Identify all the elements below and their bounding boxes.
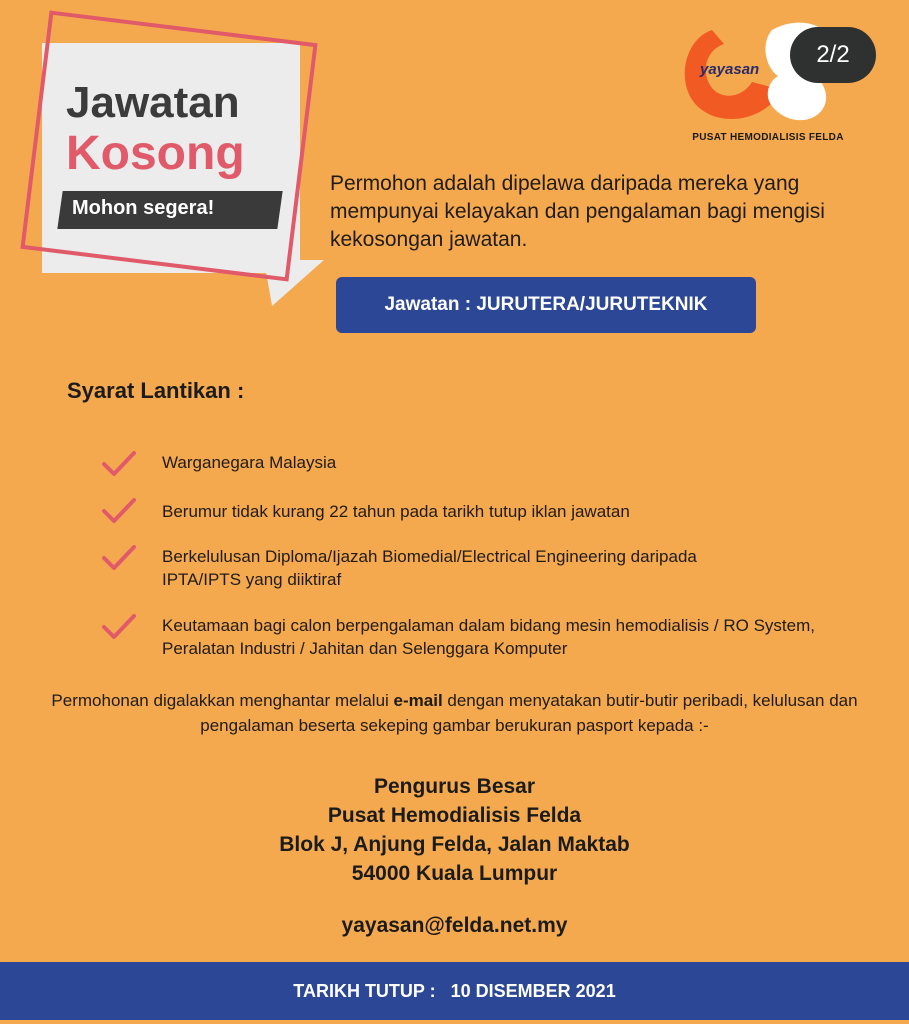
contact-email[interactable]: yayasan@felda.net.my (341, 914, 568, 937)
badge-title-jawatan: Jawatan (66, 78, 240, 127)
address-line: Blok J, Anjung Felda, Jalan Maktab (279, 833, 630, 856)
logo-caption: PUSAT HEMODIALISIS FELDA (692, 132, 844, 143)
requirement-text: Warganegara Malaysia (162, 453, 337, 472)
badge-title-kosong: Kosong (66, 127, 245, 180)
check-icon (100, 612, 138, 642)
closing-date-value: 10 DISEMBER 2021 (450, 981, 616, 1001)
vacancy-badge (20, 8, 320, 308)
application-note-after: dengan menyatakan butir-butir peribadi, kelulusan dan pengalaman beserta sekeping gambar berukuran pasport kepada :- (200, 691, 858, 735)
address-line: Pusat Hemodialisis Felda (327, 804, 582, 827)
requirement-text: Berumur tidak kurang 22 tahun pada tarikh tutup iklan jawatan (162, 502, 630, 521)
check-icon (100, 449, 138, 479)
closing-date-label: TARIKH TUTUP : (293, 981, 436, 1001)
application-note-email-emphasis: e-mail (393, 691, 443, 710)
application-note-before: Permohonan digalakkan menghantar melalui (51, 691, 394, 710)
requirement-text: Keutamaan bagi calon berpengalaman dalam bidang mesin hemodialisis / RO System, Peralatan Industri / Jahitan dan Selenggara Komputer (162, 616, 815, 658)
job-title-banner: Jawatan : JURUTERA/JURUTEKNIK (336, 277, 756, 333)
application-note (20, 688, 889, 738)
intro-text: Permohon adalah dipelawa daripada mereka yang mempunyai kelayakan dan pengalaman bagi mengisi kekosongan jawatan. (330, 172, 825, 251)
requirements-heading: Syarat Lantikan : (67, 378, 245, 403)
address-line: Pengurus Besar (373, 775, 536, 798)
address-line: 54000 Kuala Lumpur (351, 862, 558, 885)
badge-strip-text: Mohon segera! (72, 197, 215, 219)
requirement-text: Berkelulusan Diploma/Ijazah Biomedial/Electrical Engineering daripada IPTA/IPTS yang diiktiraf (162, 547, 697, 589)
check-icon (100, 496, 138, 526)
image-counter: 2/2 (790, 27, 876, 83)
logo-word: yayasan (700, 61, 760, 78)
check-icon (100, 543, 138, 573)
mailing-address (0, 772, 909, 888)
closing-date-bar (0, 962, 909, 1020)
